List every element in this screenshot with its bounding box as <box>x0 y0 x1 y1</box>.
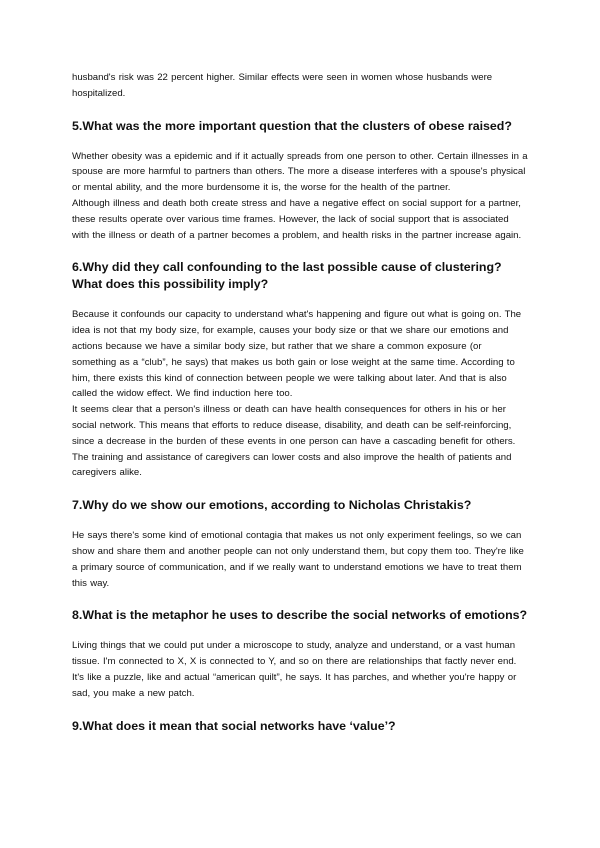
answer-8-paragraph-1: Living things that we could put under a microscope to study, analyze and understand, or a vast human tissue. I'm connected to X, X is connected to Y, and so on there are relationships that factly never end. It's like a puzzle, like and actual “american quilt”, he says. It has parches, and whether you're happy or sad, you make a new patch. <box>72 640 517 699</box>
spacer <box>72 591 528 607</box>
spacer <box>72 102 528 118</box>
answer-7-paragraph-1: He says there's some kind of emotional contagia that makes us not only experiment feelings, so we can show and share them and another people can not only understand them, but copy them too. They're like a primary source of communication, and if we really want to understand emotions we have to treat them this way. <box>72 530 524 589</box>
spacer <box>72 514 528 528</box>
heading-question-5: 5.What was the more important question that the clusters of obese raised? <box>72 118 512 133</box>
heading-question-8: 8.What is the metaphor he uses to describe the social networks of emotions? <box>72 608 528 623</box>
answer-5-paragraph-2: Although illness and death both create stress and have a negative effect on social support for a partner, these results operate over various time frames. However, the lack of social support that is associated with the illness or death of a partner becomes a problem, and health risks in the partner increase again. <box>72 197 522 241</box>
document-body <box>72 70 528 735</box>
spacer <box>72 135 528 149</box>
intro-paragraph: husband's risk was 22 percent higher. Similar effects were seen in women whose husbands were hospitalized. <box>72 72 493 99</box>
answer-6-paragraph-2: It seems clear that a person's illness or death can have health consequences for others in his or her social network. This means that efforts to reduce disease, disability, and death can be self-reinforcing, since a decrease in the burden of these events in one person can have a cascading benefit for others. The training and assistance of caregivers can lower costs and also improve the health of patients and caregivers alike. <box>72 404 516 479</box>
heading-question-7: 7.Why do we show our emotions, according to Nicholas Christakis? <box>72 498 472 513</box>
spacer <box>72 624 528 638</box>
heading-question-9: 9.What does it mean that social networks have ‘value’? <box>72 718 396 733</box>
heading-question-6: 6.Why did they call confounding to the last possible cause of clustering? What does this possibility imply? <box>72 260 502 292</box>
answer-5-paragraph-1: Whether obesity was a epidemic and if it actually spreads from one person to other. Certain illnesses in a spouse are more harmful to partners than others. The more a disease interferes with a spouse's physical or mental ability, and the more burdensome it is, the worse for the health of the partner. <box>72 150 528 194</box>
spacer <box>72 702 528 718</box>
spacer <box>72 481 528 497</box>
answer-6-paragraph-1: Because it confounds our capacity to understand what's happening and figure out what is going on. The idea is not that my body size, for example, causes your body size or that we share our emotions and actions because we have a similar body size, but rather that we share a common exposure (or something as a “club”, he says) that makes us both gain or lose weight at the same time. According to him, there exists this kind of connection between people we were talking about later. And that is also called the widow effect. We find induction here too. <box>72 309 522 400</box>
spacer <box>72 293 528 307</box>
spacer <box>72 243 528 259</box>
